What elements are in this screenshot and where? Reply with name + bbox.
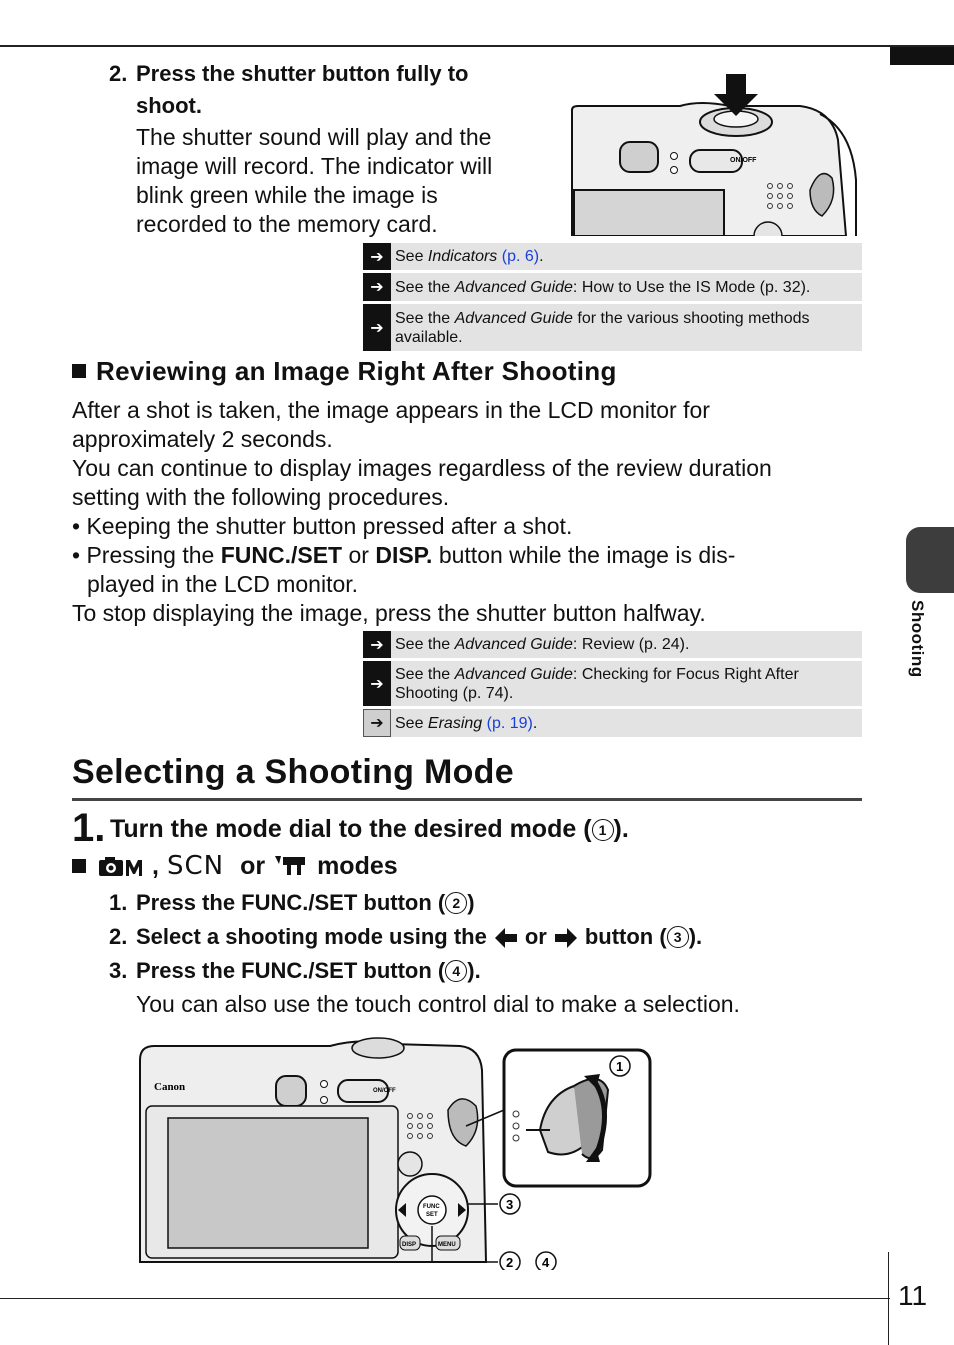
step2-number: 2. [109,61,128,86]
top-rule [0,45,954,47]
page-number: 11 [898,1280,928,1311]
review-body: After a shot is taken, the image appears in the LCD monitor for approximately 2 seconds. You can continue to display images regardless of the review duration setting with the following procedures. [72,397,772,510]
ref-focus-check: ➔ See the Advanced Guide: Checking for Focus Right After Shooting (p. 74). [363,661,862,706]
arrow-right-icon: ➔ [363,661,391,706]
svg-text:DISP: DISP [402,1242,417,1248]
link-page-6[interactable]: (p. 6) [501,248,540,265]
svg-text:3: 3 [506,1197,514,1212]
sub1-number: 1. [109,890,128,915]
review-stop-line: To stop displaying the image, press the shutter button halfway. [72,600,706,626]
circle-4: 4 [445,960,467,982]
page-number-divider [888,1252,889,1345]
step2-title: Press the shutter button fully to shoot. [136,61,469,118]
ref-erasing: ➔ See Erasing (p. 19). [363,709,862,737]
arrow-right-icon: ➔ [363,631,391,658]
sub3-number: 3. [109,958,128,983]
square-bullet-icon [72,364,86,378]
sub2-number: 2. [109,924,128,949]
review-bullet-1: • Keeping the shutter button pressed after a shot. [72,513,573,539]
bottom-rule [0,1298,890,1299]
svg-text:FUNC: FUNC [423,1204,440,1210]
review-heading: Reviewing an Image Right After Shooting [72,356,617,387]
svg-text:MENU: MENU [438,1242,456,1248]
link-page-19[interactable]: (p. 19) [486,714,533,732]
right-arrow-icon [553,926,579,948]
ref-review: ➔ See the Advanced Guide: Review (p. 24). [363,631,862,658]
svg-text:1: 1 [616,1059,624,1074]
sub3-text: Press the FUNC./SET button ( 4 ). [136,958,481,983]
movie-mode-icon [273,854,309,878]
section-title-rule [72,798,862,801]
section-title: Selecting a Shooting Mode [72,753,514,791]
svg-text:SET: SET [426,1212,438,1218]
ref-is-mode: ➔ See the Advanced Guide: How to Use the IS Mode (p. 32). [363,273,862,301]
camera-back-illustration [130,1030,670,1270]
step1-number: 1. [72,806,106,850]
circle-2: 2 [445,892,467,914]
review-bullet-2-cont: played in the LCD monitor. [87,571,359,597]
arrow-right-icon: ➔ [363,709,391,737]
svg-text:ON/OFF: ON/OFF [373,1088,396,1094]
svg-text:Canon: Canon [154,1081,186,1093]
chapter-side-tab [906,527,954,593]
svg-text:4: 4 [542,1255,550,1270]
step2-description: The shutter sound will play and the image will record. The indicator will blink green while the image is recorded to the memory card. [136,124,493,237]
svg-text:2: 2 [506,1255,514,1270]
scn-mode-label: SCN [166,851,225,881]
square-bullet-icon [72,859,86,873]
chapter-side-label: Shooting [908,600,927,678]
sub1-text: Press the FUNC./SET button ( 2 ) [136,890,475,915]
ref-indicators: ➔ See Indicators (p. 6). [363,243,862,270]
svg-text:ON/OFF: ON/OFF [730,157,757,164]
review-bullet-2: • Pressing the FUNC./SET or DISP. button while the image is dis- [72,542,736,568]
arrow-right-icon: ➔ [363,304,391,351]
arrow-right-icon: ➔ [363,243,391,270]
circle-3: 3 [667,926,689,948]
arrow-right-icon: ➔ [363,273,391,301]
modes-heading: , SCN or modes [72,851,398,881]
camera-shutter-illustration [570,70,860,236]
camera-auto-mode-icon [98,854,144,878]
left-arrow-icon [493,926,519,948]
circle-1: 1 [592,819,614,841]
ref-shooting-methods: ➔ See the Advanced Guide for the various shooting methods available. [363,304,862,351]
sub3-description: You can also use the touch control dial to make a selection. [136,991,740,1017]
sub2-text: Select a shooting mode using the or button ( 3 ). [136,924,703,949]
top-corner-tab [890,47,954,65]
step1-text: Turn the mode dial to the desired mode ( 1 ). [110,815,629,843]
